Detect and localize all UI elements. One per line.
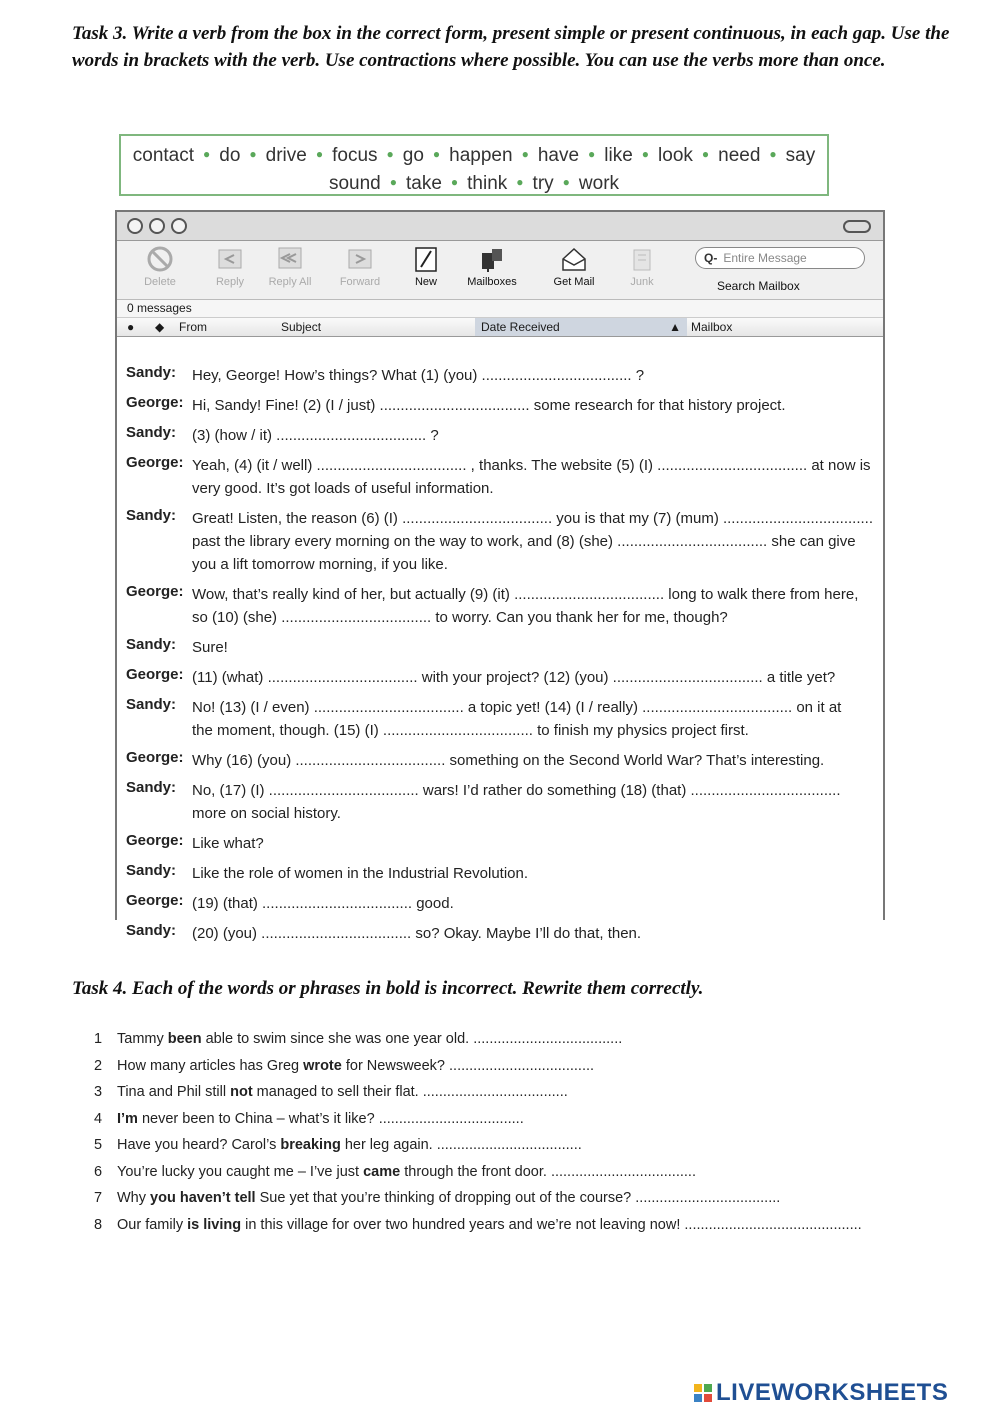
speaker-name: George:: [126, 666, 184, 683]
date-received-label: Date Received: [481, 320, 560, 334]
dialogue-turn: [126, 892, 886, 915]
liveworksheets-logo-text: LIVEWORKSHEETS: [716, 1379, 949, 1406]
flag-column-icon: ◆: [155, 320, 165, 334]
speaker-name: Sandy:: [126, 862, 177, 879]
message-count: 0 messages: [117, 300, 883, 318]
dialogue-line: you a lift tomorrow morning, if you like.: [192, 556, 448, 573]
item-bold-error: came: [363, 1163, 401, 1180]
dialogue-line: more on social history.: [192, 805, 341, 822]
get-mail-icon: [560, 245, 588, 273]
task4-instructions: Task 4. Each of the words or phrases in bold is incorrect. Rewrite them correctly.: [72, 978, 704, 999]
close-window-icon: [127, 218, 143, 234]
verb-word: drive: [265, 145, 307, 166]
dialogue-line: Great! Listen, the reason (6) (I) .................................... you is that my (7) (mum) ....................................: [192, 510, 874, 527]
search-icon: Q-: [704, 251, 718, 265]
forward-button: [325, 245, 395, 288]
column-from[interactable]: From: [179, 320, 207, 334]
delete-icon: [146, 245, 174, 273]
dialogue-line: No! (13) (I / even) .................................... a topic yet! (14) (I / really) .................................... on it at: [192, 699, 842, 716]
dialogue-text: [192, 922, 886, 945]
dialogue-line: so (10) (she) .................................... to worry. Can you thank her for me, though?: [192, 609, 728, 626]
reply-label: Reply: [215, 276, 245, 288]
speaker-name: George:: [126, 454, 184, 471]
reply-all-label: Reply All: [268, 276, 312, 288]
item-text-after: never been to China – what’s it like? ....................................: [137, 1110, 524, 1127]
verb-word: need: [718, 145, 761, 166]
exercise-item: [94, 1159, 914, 1186]
dialogue-line: Why (16) (you) .................................... something on the Second World War? That’s interesting.: [192, 752, 825, 769]
task4-exercise-list: [94, 1026, 914, 1238]
exercise-item: [94, 1079, 914, 1106]
reply-icon: [216, 245, 244, 273]
exercise-item: [94, 1132, 914, 1159]
dialogue-line: (3) (how / it) .................................... ?: [192, 427, 439, 444]
item-number: 8: [94, 1216, 103, 1233]
item-text-before: Tammy: [117, 1031, 168, 1047]
dialogue-line: Wow, that’s really kind of her, but actually (9) (it) .................................... long to walk there from here,: [192, 586, 859, 603]
dialogue-turn: [126, 779, 886, 825]
dialogue-text: [192, 666, 886, 689]
sort-ascending-icon: ▲: [669, 320, 681, 334]
item-number: 3: [94, 1084, 103, 1100]
speaker-name: Sandy:: [126, 507, 177, 524]
speaker-name: George:: [126, 394, 184, 411]
unread-column-icon: ●: [127, 320, 135, 334]
new-message-button[interactable]: [391, 245, 461, 288]
item-number: 1: [94, 1031, 103, 1047]
dialogue-text: [192, 696, 886, 742]
item-text-after: Sue yet that you’re thinking of dropping out of the course? ....................................: [255, 1190, 781, 1206]
junk-icon: [628, 245, 656, 273]
minimize-window-icon: [149, 218, 165, 234]
dialogue-line: Sure!: [192, 639, 228, 656]
item-text-after: for Newsweek? ....................................: [341, 1057, 595, 1074]
dialogue-turn: [126, 749, 886, 772]
item-text-after: through the front door. ....................................: [400, 1163, 696, 1180]
verb-word: sound: [328, 173, 381, 194]
reply-all-icon: [276, 245, 304, 273]
item-text-before: Why: [117, 1190, 151, 1206]
dialogue-line: past the library every morning on the way to work, and (8) (she) .................................... she can give: [192, 533, 856, 550]
dialogue-turn: [126, 666, 886, 689]
mail-toolbar: [117, 241, 883, 300]
message-list-header: [117, 318, 883, 337]
bullet-icon: ●: [641, 147, 650, 161]
dialogue-text: [192, 454, 886, 500]
item-number: 2: [94, 1057, 103, 1074]
verb-word: happen: [449, 145, 513, 166]
speaker-name: Sandy:: [126, 922, 177, 939]
verb-word: try: [532, 173, 554, 194]
liveworksheets-logo-icon: [694, 1384, 712, 1402]
verb-word: do: [219, 145, 241, 166]
junk-label: Junk: [630, 276, 654, 288]
item-bold-error: I’m: [117, 1110, 138, 1127]
dialogue-turn: [126, 454, 886, 500]
speaker-name: Sandy:: [126, 779, 177, 796]
exercise-item: [94, 1053, 914, 1080]
exercise-item: [94, 1185, 914, 1212]
word-box-line-1: [121, 141, 827, 169]
column-mailbox[interactable]: Mailbox: [691, 320, 733, 334]
item-text-after: her leg again. ....................................: [340, 1137, 582, 1153]
dialogue-text: [192, 749, 886, 772]
forward-label: Forward: [339, 276, 381, 288]
bullet-icon: ●: [203, 147, 211, 161]
verb-word: look: [658, 145, 693, 166]
item-bold-error: breaking: [280, 1137, 341, 1153]
bullet-icon: ●: [588, 147, 596, 161]
dialogue-turn: [126, 862, 886, 885]
item-bold-error: is living: [187, 1216, 242, 1233]
mailboxes-icon: [478, 245, 506, 273]
email-dialogue: [126, 364, 886, 952]
bullet-icon: ●: [432, 147, 441, 161]
toolbar-toggle-icon: [843, 220, 871, 233]
liveworksheets-logo: [694, 1378, 948, 1408]
speaker-name: George:: [126, 892, 184, 909]
bullet-icon: ●: [769, 147, 777, 161]
dialogue-text: [192, 892, 886, 915]
verb-word: think: [467, 173, 508, 194]
delete-label: Delete: [144, 276, 176, 288]
exercise-item: [94, 1212, 914, 1239]
verb-word-box: [119, 134, 829, 196]
get-mail-label: Get Mail: [553, 276, 595, 288]
dialogue-turn: [126, 364, 886, 387]
speaker-name: Sandy:: [126, 636, 177, 653]
item-text-before: Have you heard? Carol’s: [117, 1137, 281, 1153]
dialogue-text: [192, 583, 886, 629]
dialogue-text: [192, 507, 886, 576]
dialogue-line: (11) (what) .................................... with your project? (12) (you) .................................... a title yet?: [192, 669, 836, 686]
word-box-line-2: [121, 169, 827, 197]
dialogue-text: [192, 779, 886, 825]
item-bold-error: not: [230, 1084, 253, 1100]
window-title-bar: [117, 212, 883, 241]
bullet-icon: ●: [562, 175, 570, 189]
verb-word: have: [537, 145, 580, 166]
verb-word: contact: [132, 145, 195, 166]
dialogue-text: [192, 364, 886, 387]
column-subject[interactable]: Subject: [281, 320, 322, 334]
mailboxes-label: Mailboxes: [467, 276, 517, 288]
dialogue-line: Yeah, (4) (it / well) .................................... , thanks. The website (5) (I) .................................... at now is: [192, 457, 871, 474]
bullet-icon: ●: [249, 147, 257, 161]
bullet-icon: ●: [386, 147, 394, 161]
dialogue-line: Like the role of women in the Industrial Revolution.: [192, 865, 529, 882]
dialogue-text: [192, 636, 886, 659]
verb-word: like: [604, 145, 633, 166]
mailboxes-button[interactable]: [457, 245, 527, 288]
search-mailbox-label: Search Mailbox: [717, 279, 800, 293]
dialogue-line: No, (17) (I) .................................... wars! I’d rather do something (18) (that) ....................................: [192, 782, 841, 799]
verb-word: work: [578, 173, 620, 194]
dialogue-line: (20) (you) .................................... so? Okay. Maybe I’ll do that, then.: [192, 925, 642, 942]
item-number: 4: [94, 1110, 103, 1127]
dialogue-text: [192, 862, 886, 885]
speaker-name: George:: [126, 583, 184, 600]
item-text-after: managed to sell their flat. ....................................: [252, 1084, 568, 1100]
forward-icon: [346, 245, 374, 273]
speaker-name: Sandy:: [126, 364, 177, 381]
dialogue-turn: [126, 424, 886, 447]
bullet-icon: ●: [521, 147, 529, 161]
item-text-before: Tina and Phil still: [117, 1084, 231, 1100]
delete-button: [125, 245, 195, 288]
search-placeholder: Entire Message: [723, 251, 807, 265]
item-number: 6: [94, 1163, 103, 1180]
dialogue-line: Hey, George! How’s things? What (1) (you) .................................... ?: [192, 367, 645, 384]
item-text-before: Our family: [117, 1216, 188, 1233]
exercise-item: [94, 1026, 914, 1053]
item-number: 5: [94, 1137, 103, 1153]
item-bold-error: you haven’t tell: [150, 1190, 256, 1206]
bullet-icon: ●: [315, 147, 324, 161]
dialogue-line: (19) (that) .................................... good.: [192, 895, 454, 912]
dialogue-turn: [126, 394, 886, 417]
dialogue-turn: [126, 922, 886, 945]
dialogue-turn: [126, 832, 886, 855]
item-text-before: How many articles has Greg: [117, 1057, 304, 1074]
dialogue-turn: [126, 696, 886, 742]
speaker-name: George:: [126, 832, 184, 849]
dialogue-line: the moment, though. (15) (I) .................................... to finish my physics project first.: [192, 722, 749, 739]
new-label: New: [414, 276, 437, 288]
dialogue-line: Like what?: [192, 835, 264, 852]
column-date-received[interactable]: [475, 318, 687, 336]
dialogue-text: [192, 394, 886, 417]
verb-word: take: [405, 173, 442, 194]
item-text-before: You’re lucky you caught me – I’ve just: [117, 1163, 364, 1180]
pencil-paper-icon: [412, 245, 440, 273]
speaker-name: Sandy:: [126, 424, 177, 441]
reply-all-button: [255, 245, 325, 288]
get-mail-button[interactable]: [539, 245, 609, 288]
bullet-icon: ●: [450, 175, 459, 189]
dialogue-line: very good. It’s got loads of useful information.: [192, 480, 494, 497]
speaker-name: Sandy:: [126, 696, 177, 713]
dialogue-line: Hi, Sandy! Fine! (2) (I / just) .................................... some research for that history project.: [192, 397, 786, 414]
dialogue-turn: [126, 583, 886, 629]
bullet-icon: ●: [701, 147, 710, 161]
verb-word: go: [402, 145, 424, 166]
speaker-name: George:: [126, 749, 184, 766]
verb-word: focus: [332, 145, 378, 166]
item-text-after: able to swim since she was one year old. .....................................: [201, 1031, 623, 1047]
dialogue-turn: [126, 636, 886, 659]
bullet-icon: ●: [389, 175, 397, 189]
junk-button: [607, 245, 677, 288]
task3-instructions: Task 3. Write a verb from the box in the correct form, present simple or present continuous, in each gap. Use the words in brackets with the verb. Use contractions where possible. You can use the verbs more than once.: [72, 23, 950, 71]
dialogue-turn: [126, 507, 886, 576]
item-bold-error: been: [167, 1031, 202, 1047]
exercise-item: [94, 1106, 914, 1133]
verb-word: say: [785, 145, 816, 166]
zoom-window-icon: [171, 218, 187, 234]
item-text-after: in this village for over two hundred years and we’re not leaving now! ............................................: [241, 1216, 862, 1233]
dialogue-text: [192, 424, 886, 447]
search-mailbox-input[interactable]: [695, 247, 865, 269]
item-number: 7: [94, 1190, 103, 1206]
item-bold-error: wrote: [303, 1057, 342, 1074]
bullet-icon: ●: [516, 175, 524, 189]
dialogue-text: [192, 832, 886, 855]
